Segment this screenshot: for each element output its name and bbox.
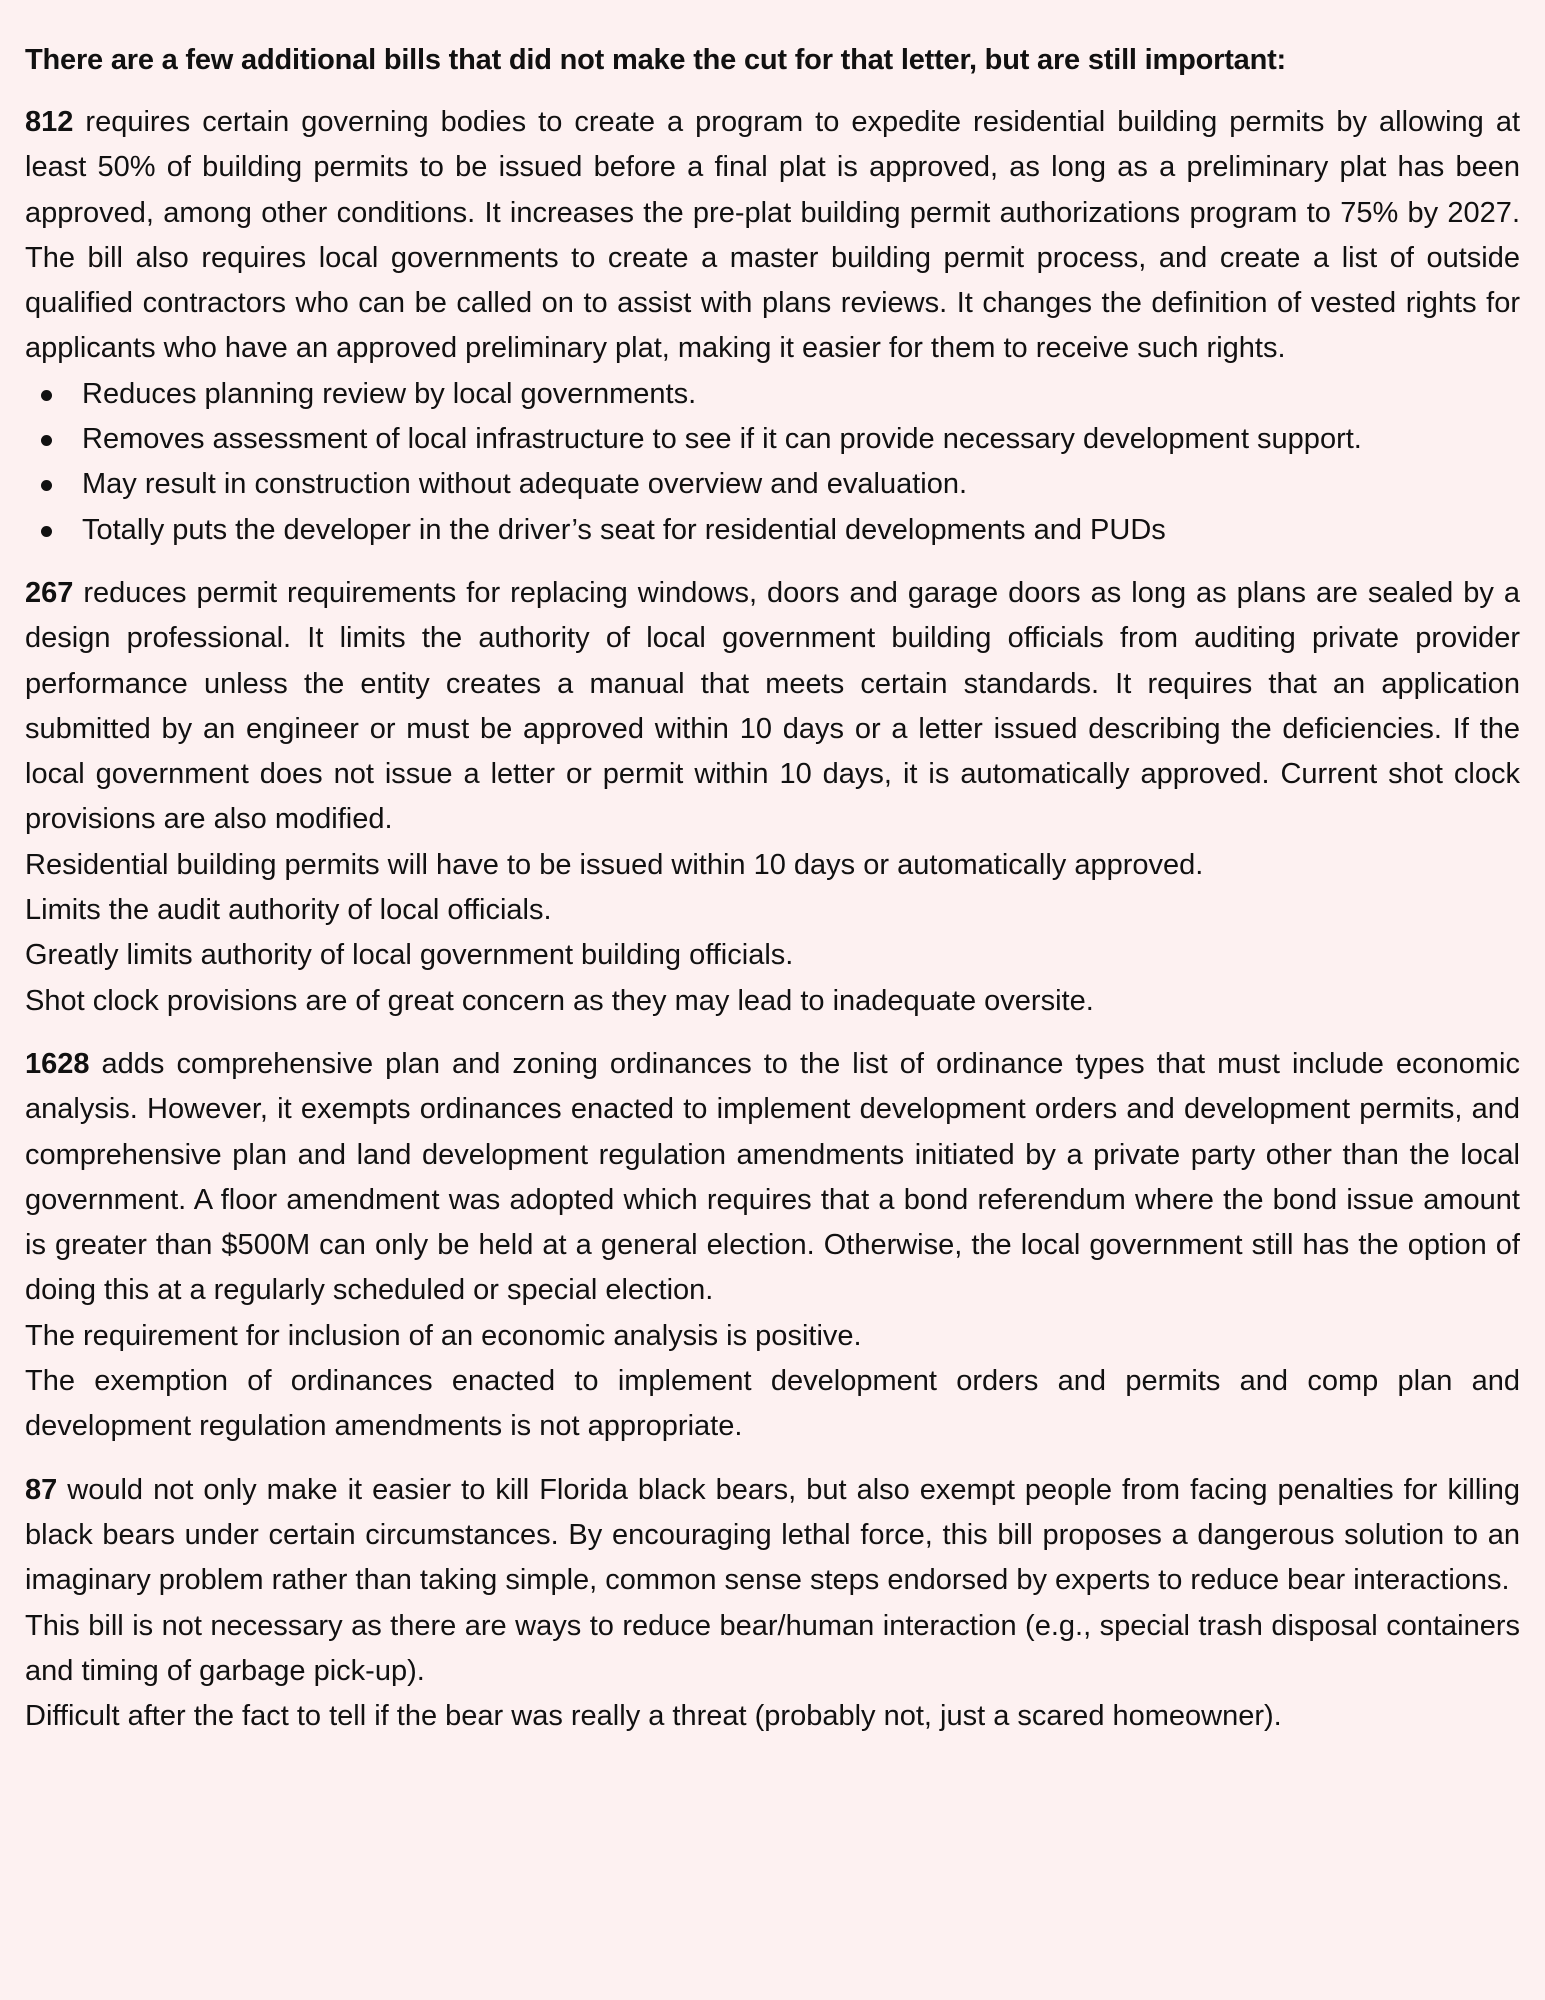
bill-812-bullet-list: [25, 372, 1520, 553]
bill-1628-text: adds comprehensive plan and zoning ordinances to the list of ordinance types that must include economic analysis. However, it exempts ordinances enacted to implement development orders and development permits, and comprehensive plan and land development regulation amendments initiated by a private party other than the local government. A floor amendment was adopted which requires that a bond referendum where the bond issue amount is greater than $500M can only be held at a general election. Otherwise, the local government still has the option of doing this at a regularly scheduled or special election.: [25, 1047, 1520, 1307]
bill-87-note-1: This bill is not necessary as there are ways to reduce bear/human interaction (e.g., special trash disposal containers and timing of garbage pick-up).: [25, 1609, 1520, 1687]
intro-heading: There are a few additional bills that did not make the cut for that letter, but are still important:: [25, 44, 1287, 76]
bill-1628-number: 1628: [25, 1047, 90, 1080]
bill-267-text: reduces permit requirements for replacing windows, doors and garage doors as long as plans are sealed by a design professional. It limits the authority of local government building officials from auditing private provider performance unless the entity creates a manual that meets certain standards. It requires that an application submitted by an engineer or must be approved within 10 days or a letter issued describing the deficiencies. If the local government does not issue a letter or permit within 10 days, it is automatically approved. Current shot clock provisions are also modified.: [25, 576, 1520, 836]
bill-267-description: [25, 571, 1520, 843]
bill-87-note-2: Difficult after the fact to tell if the bear was really a threat (probably not, just a scared homeowner).: [25, 1700, 1282, 1733]
bill-267-section: [25, 571, 1520, 1024]
bullet-icon: [41, 390, 52, 401]
bullet-icon: [41, 435, 52, 446]
bill-87-description: [25, 1468, 1520, 1604]
bill-87-number: 87: [25, 1473, 58, 1506]
bill-87-section: [25, 1468, 1520, 1740]
bullet-icon: [41, 526, 52, 537]
bill-1628-note-2: The exemption of ordinances enacted to implement development orders and permits and comp plan and development regulation amendments is not appropriate.: [25, 1365, 1520, 1443]
bill-812-description: [25, 100, 1520, 372]
bullet-icon: [41, 480, 52, 491]
bill-1628-note-1: The requirement for inclusion of an economic analysis is positive.: [25, 1319, 862, 1352]
bill-267-note-1: Residential building permits will have to be issued within 10 days or automatically approved.: [25, 848, 1204, 881]
bill-812-bullet-4: [25, 508, 1520, 553]
bill-812-number: 812: [25, 106, 74, 138]
bullet-text: May result in construction without adequate overview and evaluation.: [82, 468, 968, 501]
bill-812-text: requires certain governing bodies to create a program to expedite residential building permits by allowing at least 50% of building permits to be issued before a final plat is approved, as long as a preliminary plat has been approved, among other conditions. It increases the pre-plat building permit authorizations program to 75% by 2027. The bill also requires local governments to create a master building permit process, and create a list of outside qualified contractors who can be called on to assist with plans reviews. It changes the definition of vested rights for applicants who have an approved preliminary plat, making it easier for them to receive such rights.: [25, 106, 1520, 365]
bill-267-note-3: Greatly limits authority of local government building officials.: [25, 939, 794, 972]
bill-87-text: would not only make it easier to kill Florida black bears, but also exempt people from facing penalties for killing black bears under certain circumstances. By encouraging lethal force, this bill proposes a dangerous solution to an imaginary problem rather than taking simple, common sense steps endorsed by experts to reduce bear interactions.: [25, 1473, 1520, 1597]
bullet-text: Removes assessment of local infrastructure to see if it can provide necessary development support.: [82, 423, 1362, 456]
bullet-text: Reduces planning review by local governments.: [82, 377, 697, 410]
bill-812-bullet-2: [25, 417, 1520, 462]
bill-1628-description: [25, 1042, 1520, 1314]
bill-812-bullet-1: [25, 372, 1520, 417]
bill-267-number: 267: [25, 576, 74, 609]
bill-267-note-4: Shot clock provisions are of great concern as they may lead to inadequate oversite.: [25, 984, 1094, 1017]
bill-812-bullet-3: [25, 462, 1520, 507]
bill-812-section: [25, 100, 1520, 553]
bill-1628-section: [25, 1042, 1520, 1450]
bill-267-note-2: Limits the audit authority of local officials.: [25, 894, 552, 927]
bullet-text: Totally puts the developer in the driver’s seat for residential developments and PUDs: [82, 513, 1166, 546]
